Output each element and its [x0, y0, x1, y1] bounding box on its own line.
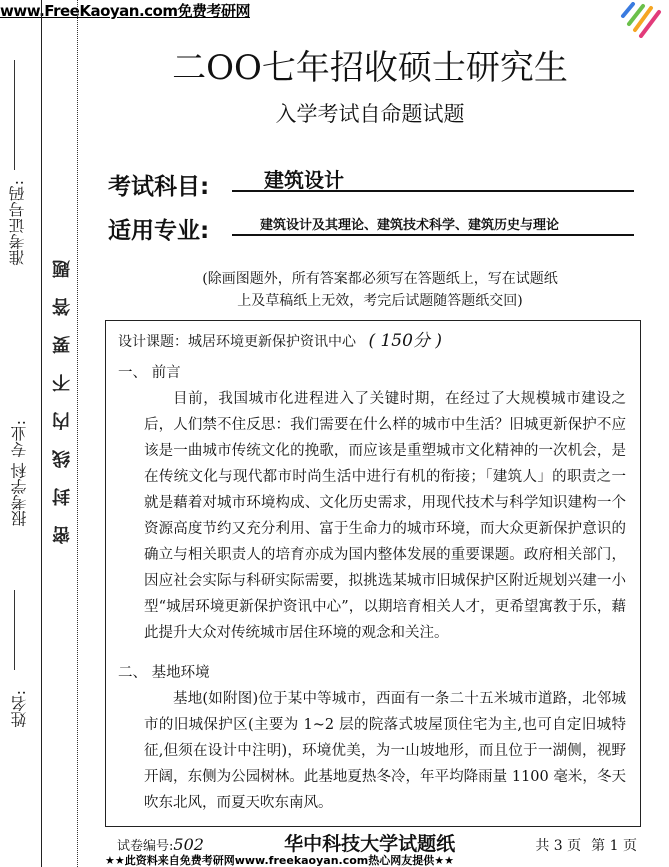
question-box — [105, 320, 641, 827]
major-field-value: 建筑设计及其理论、建筑技术科学、建筑历史与理论 — [232, 214, 634, 236]
major-field-label: 适用专业: — [108, 218, 210, 244]
bottom-banner-wrap — [0, 852, 536, 867]
page-number: 第 1 页 — [591, 838, 637, 854]
major-label: 报考学科 专业: — [10, 420, 29, 527]
site-header-link[interactable]: www.FreeKaoyan.com免费考研网 — [0, 2, 250, 20]
subject-value: 建筑设计 — [232, 164, 634, 192]
paper-number-label: 试卷编号: — [117, 839, 174, 854]
bottom-banner: ★★此资料来自免费考研网www.freekaoyan.com热心网友提供★★ — [105, 854, 454, 867]
exam-id-label: 准考证号码: — [8, 180, 27, 266]
topic-score: ( 150分 ) — [368, 331, 442, 351]
section-1-text: 目前，我国城市化进程进入了关键时期，在经过了大规模城市建设之后，人们禁不住反思：我们需要在什么样的城市中生活？旧城更新保护不应该是一曲城市传统文化的挽歌，而应该是重塑城市文化精神的一次机会，是在传统文化与现代都市时尚生活中进行有机的衔接；「建筑人」的职责之一就是藉着对城市环境构成、文化历史需求，用现代技术与科学知识建构一个资源高度节约又充分利用、富于生命力的城市环境，而大众更新保护意识的确立与相关职责人的培育亦成为国内整体发展的重要课题。政府相关部门，因应社会实际与科研实际需要，拟挑选某城市旧城保护区附近规划兴建一小型“城居环境更新保护资讯中心”，以期培育相关人才，更希望寓教于乐，藉此提升大众对传统城市居住环境的观念和关注。 — [144, 391, 626, 641]
site-logo-icon — [619, 2, 663, 38]
major-line — [14, 590, 15, 670]
page-count — [535, 835, 637, 855]
section-1-title: 一、 前言 — [118, 365, 181, 381]
name-label: 姓名: — [10, 690, 29, 728]
section-2-title: 二、 基地环境 — [118, 665, 210, 681]
page-footer — [105, 827, 641, 853]
university-name: 华中科技大学试题纸 — [284, 833, 456, 855]
margin-line — [41, 0, 42, 867]
paper-number-value: 502 — [173, 835, 204, 854]
total-pages: 共 3 页 — [535, 838, 582, 854]
design-topic — [118, 329, 626, 354]
exam-id-line — [14, 60, 15, 170]
note-line-1: (除画图题外，所有答案都必须写在答题纸上，写在试题纸 — [202, 271, 558, 287]
design-topic-label: 设计课题：城居环境更新保护资讯中心 — [118, 334, 356, 350]
subject-label: 考试科目: — [108, 174, 210, 200]
exam-subtitle: 入学考试自命题试题 — [275, 102, 465, 126]
exam-title: 二OO七年招收硕士研究生 — [172, 48, 568, 88]
instructions-note — [150, 268, 610, 312]
section-2-text: 基地(如附图)位于某中等城市，西面有一条二十五米城市道路，北邻城市的旧城保护区(主要为 1~2 层的院落式坡屋顶住宅为主,也可自定旧城特征,但须在设计中注明)，环境优美，为一山坡地形，而且位于一湖侧，视野开阔，东侧为公园树林。此基地夏热冬冷，年平均降雨量 1100 毫米，冬天吹东北风，而夏天吹东南风。 — [144, 691, 626, 811]
seal-dotted-line — [77, 0, 78, 867]
seal-line-notice: 密封线内不要答题 — [52, 240, 73, 544]
lower-section — [105, 320, 641, 853]
note-line-2: 上及草稿纸上无效，考完后试题随答题纸交回) — [237, 293, 523, 309]
